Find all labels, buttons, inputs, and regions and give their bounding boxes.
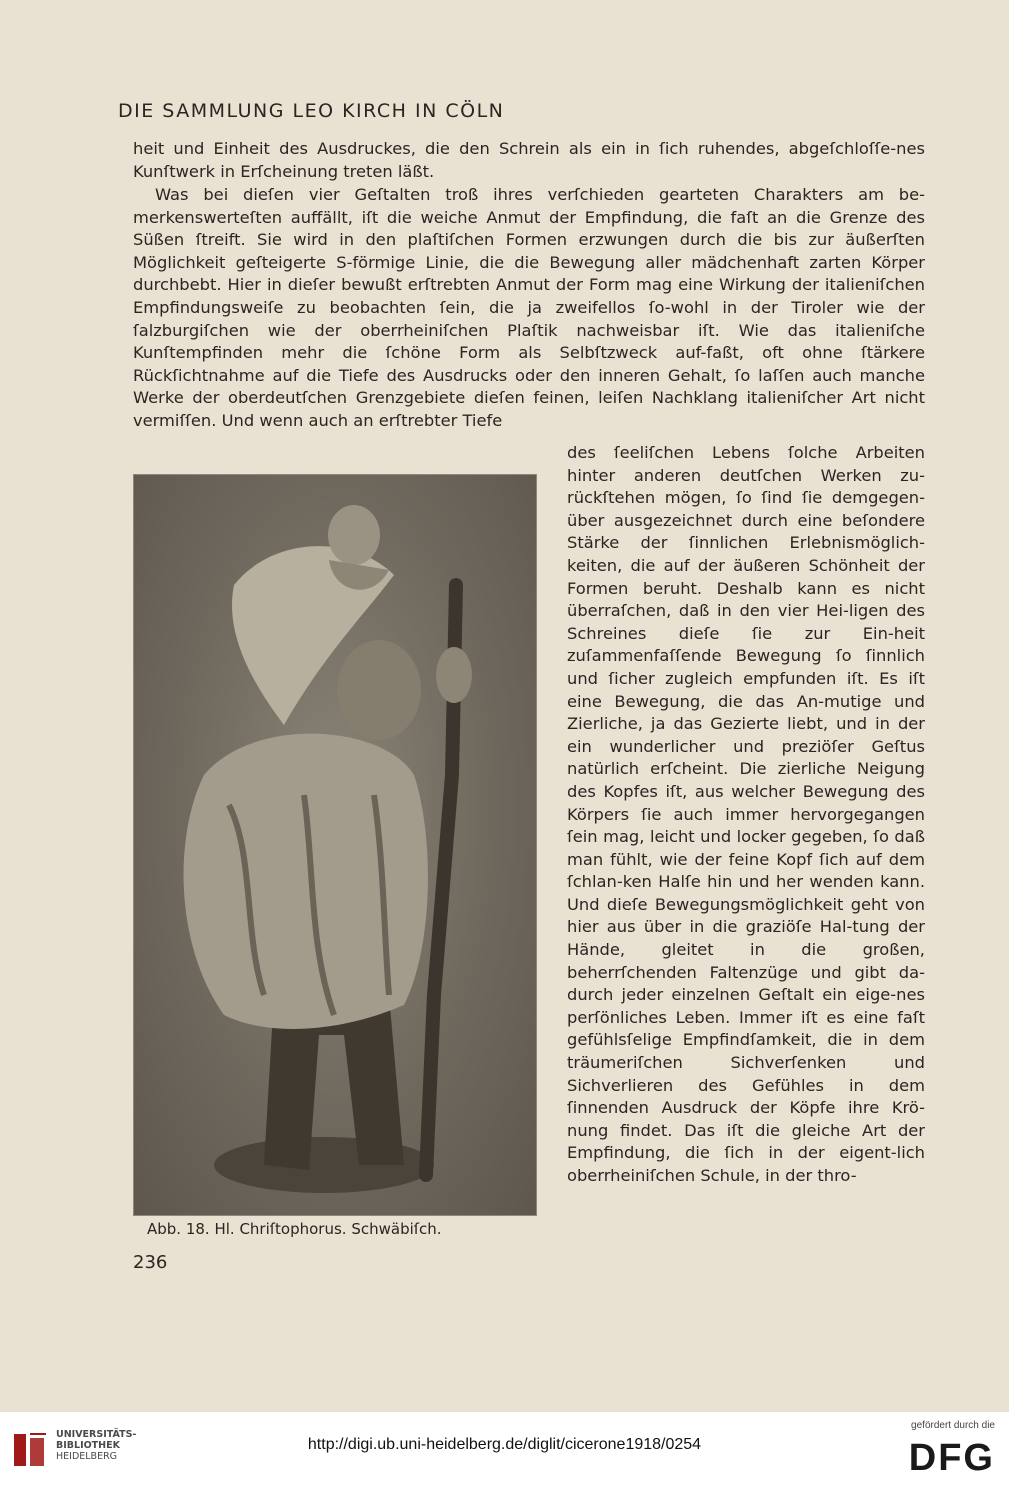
figure-caption: Abb. 18. Hl. Chriſtophorus. Schwäbiſch. [147, 1220, 442, 1238]
paragraph-3-text: des ſeeliſchen Lebens ſolche Arbeiten hinter anderen deutſchen Werken zu-rückſtehen mögen, ſo ſind ſie demgegen-über ausgezeichnet durch eine beſondere Stärke der ſinnlichen Erlebnismöglich-keiten, die auf der äußeren Schönheit der Formen beruht. Deshalb kann es nicht überraſchen, daß in den vier Hei-ligen des Schreines dieſe ſie zur Ein-heit zuſammenfaſſende Bewegung ſo ſinnlich und ſicher zugleich empfunden iſt. Es iſt eine Bewegung, die das An-mutige und Zierliche, ja das Gezierte liebt, und in der ein wunderlicher und preziöſer Geſtus natürlich erſcheint. Die zierliche Neigung des Kopfes iſt, aus welcher Bewegung des Körpers ſie auch immer hervorgegangen ſein mag, leicht und locker gegeben, ſo daß man fühlt, wie der feine Kopf ſich auf dem ſchlan-ken Halſe hin und her wenden kann. Und dieſe Bewegungsmöglichkeit geht von hier aus über in die graziöſe Hal-tung der Hände, gleitet in die großen, beherrſchenden Faltenzüge und gibt da-durch jeder einzelnen Geſtalt ein eige-nes perſönliches Leben. Immer iſt es eine faſt gefühlsſelige Empfindſamkeit, die in dem träumeriſchen Sichverſenken und Sichverlieren des Gefühles in dem ſinnenden Ausdruck der Köpfe ihre Krö-nung findet. Das iſt die gleiche Art der Empfindung, die ſich in der eigent-lich oberrheiniſchen Schule, in der thro- [567, 443, 925, 1185]
library-name-line-2: BIBLIOTHEK [56, 1440, 120, 1451]
paragraph-3 [567, 442, 925, 1188]
sculpture-head [337, 640, 421, 740]
library-name-line-3: HEIDELBERG [56, 1451, 118, 1462]
running-title: DIE SAMMLUNG LEO KIRCH IN CÖLN [118, 100, 505, 122]
sculpture-cloak [184, 734, 428, 1029]
paragraph-1 [133, 138, 925, 183]
paragraph-1-text: heit und Einheit des Ausdruckes, die den Schrein als ein in ſich ruhendes, abgeſchloſſe-nes Kunſtwerk in Erſcheinung treten läßt. [133, 139, 925, 181]
footer-bar [0, 1412, 1009, 1486]
permalink-url[interactable]: http://digi.ub.uni-heidelberg.de/diglit/cicerone1918/0254 [307, 1436, 702, 1453]
paragraph-2-text: Was bei dieſen vier Geſtalten troß ihres verſchieden gearteten Charakters am be-merkenswerteſten auffällt, iſt die weiche Anmut der Empfindung, die faſt an die Grenze des Süßen ſtreift. Sie wird in den plaſtiſchen Formen erzwungen durch die bis zur äußerſten Möglichkeit geſteigerte S-förmige Linie, die die Bewegung aller mädchenhaft zarten Körper durchbebt. Hier in dieſer bewußt erſtrebten Anmut der Form mag eine Wirkung der italieniſchen Empfindungsweiſe zu beobachten ſein, die ja zweifellos ſo-wohl in der Tiroler wie der ſalzburgiſchen wie der oberrheiniſchen Plaſtik nachweisbar iſt. Wie das italieniſche Kunſtempfinden mehr die ſchöne Form als Selbſtzweck auf-faßt, oft ohne ſtärkere Rückſichtnahme auf die Tiefe des Ausdrucks oder den inneren Gehalt, ſo laſſen auch manche Werke der oberdeutſchen Grenzgebiete dieſen feinen, leiſen Nachklang italieniſcher Art nicht vermiſſen. Und wenn auch an erſtrebter Tiefe [133, 185, 925, 430]
library-name-line-1: UNIVERSITÄTS- [56, 1429, 137, 1440]
page-number: 236 [133, 1252, 168, 1273]
figure-photo-christophorus [133, 474, 537, 1216]
paragraph-2 [133, 184, 925, 433]
dfg-logo: DFG [908, 1437, 995, 1479]
sculpture-child [328, 505, 380, 565]
christophorus-sculpture-image [134, 475, 536, 1215]
funding-note: gefördert durch die [911, 1420, 995, 1431]
